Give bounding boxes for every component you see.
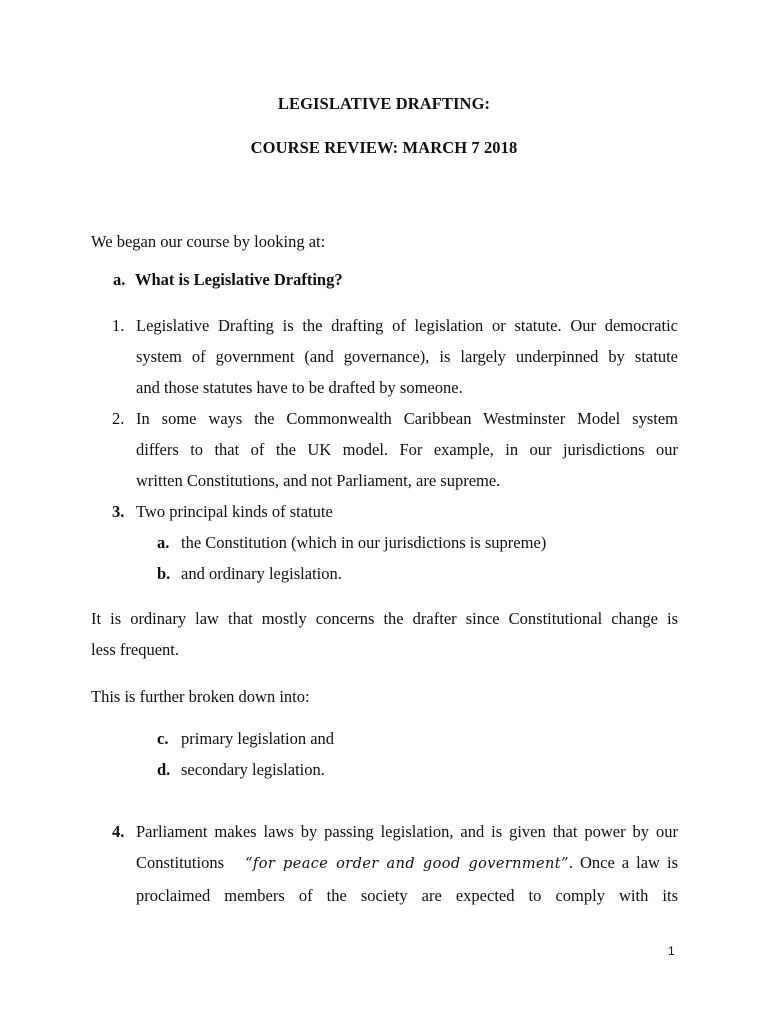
sub-list-item xyxy=(157,723,335,754)
item-line: Parliament makes laws by passing legislation, and is given that power by our xyxy=(136,822,678,841)
sub-list-item xyxy=(157,527,547,558)
sub-list-item xyxy=(157,558,342,589)
list-item xyxy=(112,496,678,527)
item-line: proclaimed members of the society are expected to comply with its xyxy=(136,886,678,905)
document-subtitle: COURSE REVIEW: MARCH 7 2018 xyxy=(250,138,518,157)
sub-list-item xyxy=(157,754,325,785)
list-item xyxy=(112,310,678,403)
line-text: Constitutions xyxy=(136,853,225,872)
quoted-phrase: “for peace order and good government” xyxy=(245,856,569,872)
sub-item-label: a. xyxy=(157,533,170,552)
item-line: Legislative Drafting is the drafting of legislation or statute. Our democratic xyxy=(136,316,678,335)
sub-item-label: b. xyxy=(157,564,171,583)
document-title: LEGISLATIVE DRAFTING: xyxy=(277,94,491,113)
page-number: 1 xyxy=(668,944,675,958)
breakdown-intro: This is further broken down into: xyxy=(91,687,310,706)
intro-paragraph: We began our course by looking at: xyxy=(91,232,326,251)
sub-item-text: secondary legislation. xyxy=(181,760,325,779)
line-text: . Once a law is xyxy=(568,853,678,872)
item-line: written Constitutions, and not Parliament, are supreme. xyxy=(136,471,501,490)
item-number: 2. xyxy=(112,409,125,428)
sub-item-text: and ordinary legislation. xyxy=(181,564,342,583)
section-label: a. xyxy=(113,270,126,289)
paragraph-line: It is ordinary law that mostly concerns the drafter since Constitutional change is xyxy=(91,609,678,628)
item-number: 4. xyxy=(112,822,125,841)
sub-item-text: the Constitution (which in our jurisdictions is supreme) xyxy=(181,533,547,552)
item-number: 3. xyxy=(112,502,125,521)
sub-item-label: c. xyxy=(157,729,169,748)
section-heading-a xyxy=(113,268,343,292)
ordinary-law-paragraph xyxy=(91,603,678,665)
item-line: and those statutes have to be drafted by someone. xyxy=(136,378,463,397)
item-line: Two principal kinds of statute xyxy=(136,502,333,521)
sub-item-text: primary legislation and xyxy=(181,729,335,748)
sub-item-label: d. xyxy=(157,760,171,779)
item-number: 1. xyxy=(112,316,125,335)
list-item xyxy=(112,816,678,911)
item-line: In some ways the Commonwealth Caribbean Westminster Model system xyxy=(136,409,678,428)
paragraph-line: less frequent. xyxy=(91,640,179,659)
item-line xyxy=(136,847,678,880)
item-line: differs to that of the UK model. For example, in our jurisdictions our xyxy=(136,440,678,459)
item-line: system of government (and governance), is largely underpinned by statute xyxy=(136,347,678,366)
list-item xyxy=(112,403,678,496)
section-heading-text: What is Legislative Drafting? xyxy=(135,270,343,289)
